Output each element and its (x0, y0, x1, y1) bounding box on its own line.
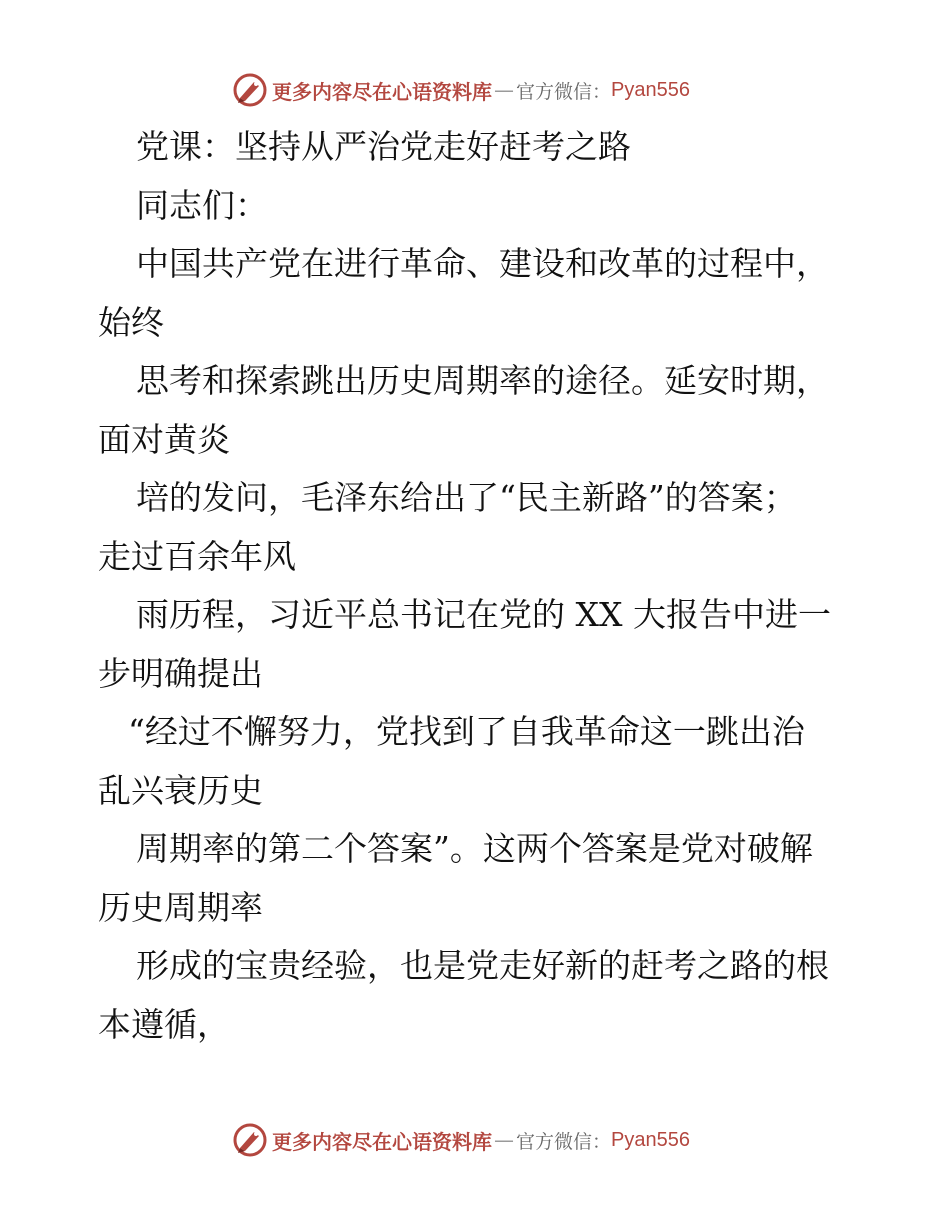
banner-separator: — (494, 78, 514, 102)
text-line: 中国共产党在进行革命、建设和改革的过程中， (136, 244, 829, 283)
banner-wechat-id: Pyan556 (611, 78, 690, 101)
banner-text: 更多内容尽在心语资料库 (272, 79, 492, 104)
text-line: “经过不懈努力，党找到了自我革命这一跳出治 (128, 712, 805, 751)
text-line: 走过百余年风 (98, 536, 296, 576)
pen-logo-icon (232, 1122, 268, 1158)
footer-watermark-banner (232, 1120, 690, 1160)
text-line: 历史周期率 (98, 887, 263, 927)
text-line: 始终 (98, 302, 164, 342)
text-line: 本遵循， (98, 1004, 230, 1044)
pen-logo-icon (232, 72, 268, 108)
text-line: 雨历程，习近平总书记在党的 XX 大报告中进一 (136, 595, 831, 634)
banner-wechat-label: 官方微信： (516, 80, 612, 103)
text-line: 步明确提出 (98, 653, 263, 693)
text-line: 周期率的第二个答案”。这两个答案是党对破解 (136, 829, 813, 868)
text-line: 面对黄炎 (98, 419, 230, 459)
text-line: 形成的宝贵经验，也是党走好新的赶考之路的根 (136, 946, 829, 985)
banner-separator: — (494, 1128, 514, 1152)
document-body (98, 118, 888, 1054)
salutation: 同志们： (136, 185, 268, 225)
banner-wechat-id: Pyan556 (611, 1128, 690, 1151)
text-line: 培的发问，毛泽东给出了“民主新路”的答案； (136, 478, 797, 517)
header-watermark-banner (232, 70, 690, 110)
document-title: 党课：坚持从严治党走好赶考之路 (136, 127, 631, 166)
banner-text: 更多内容尽在心语资料库 (272, 1129, 492, 1154)
banner-wechat-label: 官方微信： (516, 1130, 612, 1153)
text-line: 乱兴衰历史 (98, 770, 263, 810)
text-line: 思考和探索跳出历史周期率的途径。延安时期， (136, 361, 829, 400)
